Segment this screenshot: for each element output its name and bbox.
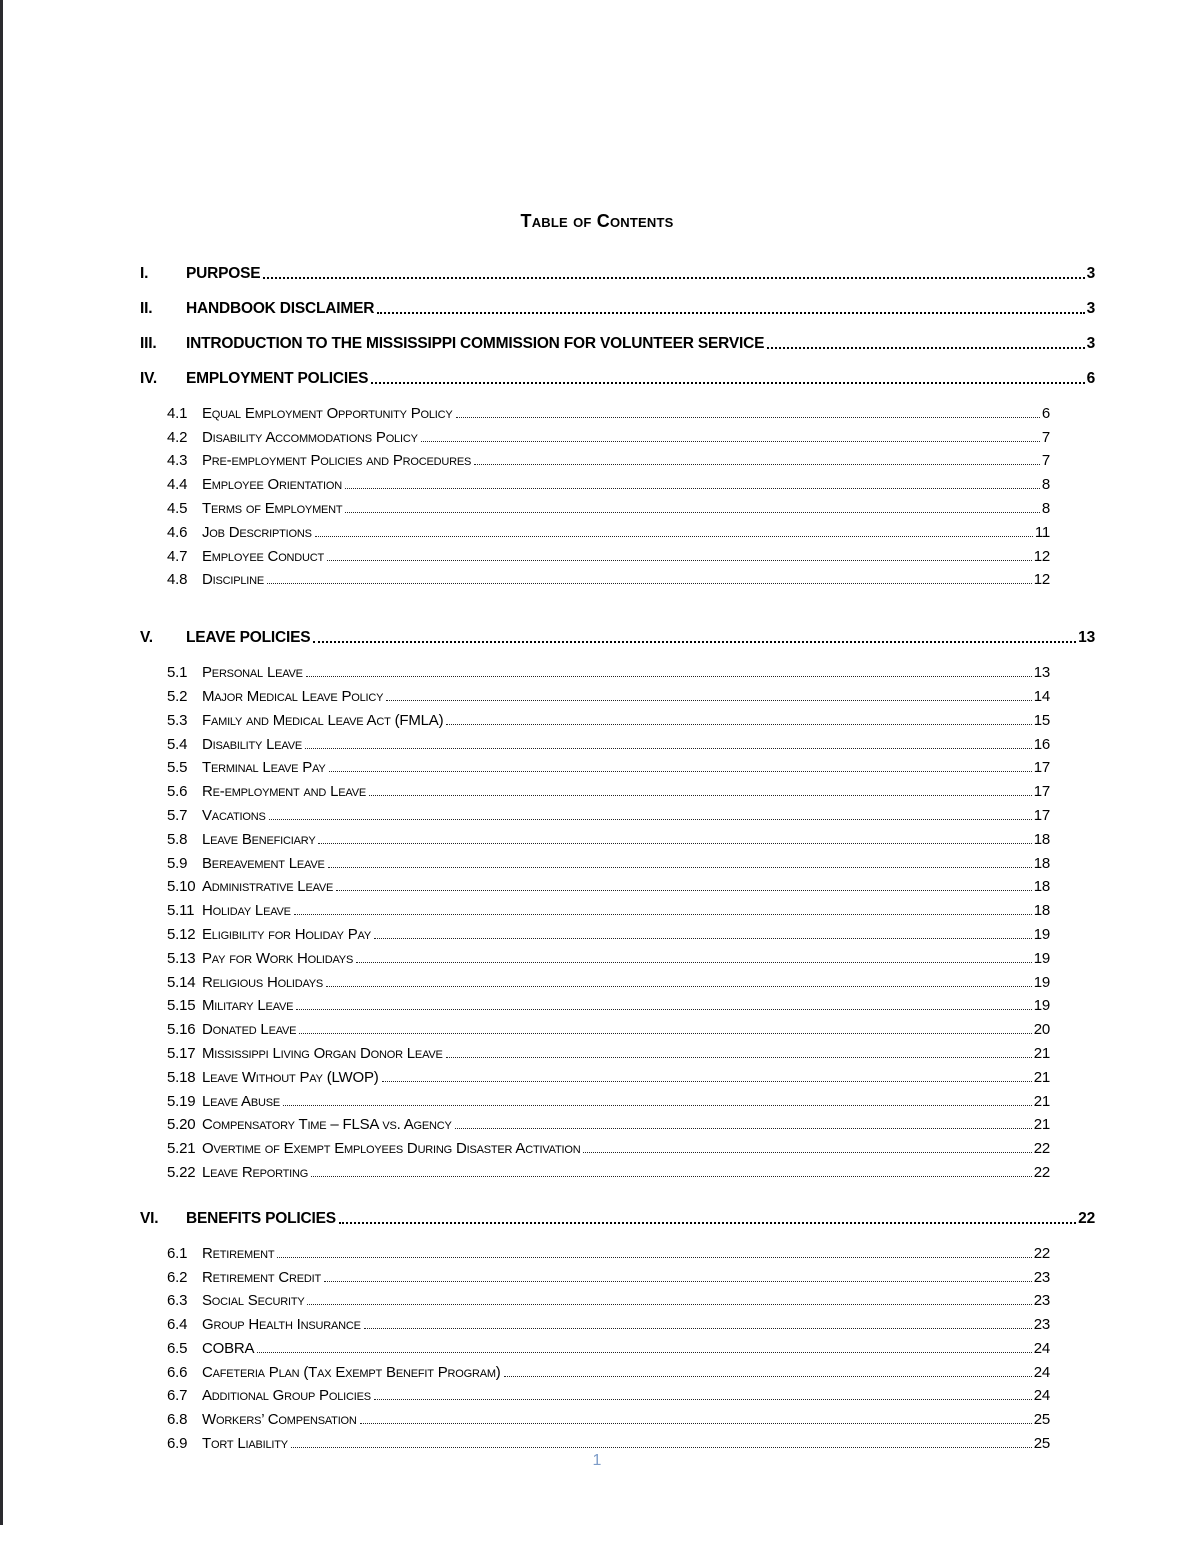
toc-sub-entry[interactable] [167,1238,1050,1262]
subsection-title: Cafeteria Plan (Tax Exempt Benefit Program) [202,1363,501,1381]
subsection-number: 6.4 [167,1316,188,1334]
subsection-number: 6.7 [167,1387,188,1405]
dot-leader [446,1057,1032,1058]
subsection-title: Compensatory Time – FLSA vs. Agency [202,1116,452,1134]
subsection-page-number: 21 [1033,1044,1050,1062]
dot-leader [456,417,1040,418]
subsection-page-number: 22 [1033,1140,1050,1158]
subsection-title: Equal Employment Opportunity Policy [202,404,453,422]
dot-leader [269,819,1032,820]
subsection-page-number: 24 [1033,1363,1050,1381]
dot-leader [386,700,1031,701]
subsection-page-number: 23 [1033,1316,1050,1334]
subsection-page-number: 24 [1033,1339,1050,1357]
section-title: LEAVE POLICIES [186,629,311,647]
toc-sub-entry[interactable] [167,848,1050,872]
subsection-number: 5.5 [167,759,188,777]
subsection-page-number: 18 [1033,902,1050,920]
subsection-title: Leave Abuse [202,1092,280,1110]
subsection-number: 5.20 [167,1116,196,1134]
dot-leader [374,938,1032,939]
subsection-page-number: 17 [1033,806,1050,824]
dot-leader [324,1281,1032,1282]
toc-main-entry[interactable] [140,363,1095,388]
dot-leader [267,583,1032,584]
subsection-title: Terminal Leave Pay [202,759,326,777]
subsection-page-number: 7 [1041,452,1050,470]
toc-sub-entry[interactable] [167,1014,1050,1038]
subsection-title: Social Security [202,1292,305,1310]
dot-leader [327,560,1032,561]
toc-sub-entry[interactable] [167,872,1050,896]
dot-leader [360,1423,1032,1424]
subsection-page-number: 22 [1033,1244,1050,1262]
dot-leader [257,1352,1031,1353]
subsection-title: Discipline [202,571,265,589]
subsection-page-number: 8 [1041,476,1050,494]
subsection-page-number: 23 [1033,1292,1050,1310]
toc-main-entry[interactable] [140,293,1095,318]
dot-leader [356,962,1032,963]
subsection-page-number: 14 [1033,687,1050,705]
toc-main-entry[interactable] [140,328,1095,353]
dot-leader [313,641,1076,643]
subsection-title: Disability Accommodations Policy [202,428,418,446]
subsection-page-number: 21 [1033,1068,1050,1086]
dot-leader [315,536,1033,537]
toc-section [140,258,1095,283]
subsection-title: Vacations [202,806,266,824]
dot-leader [369,795,1032,796]
subsection-number: 5.1 [167,664,188,682]
subsection-title: Donated Leave [202,1021,297,1039]
toc-sub-entry[interactable] [167,1086,1050,1110]
section-title: BENEFITS POLICIES [186,1209,336,1227]
toc-sub-entry[interactable] [167,1333,1050,1357]
subsection-title: Personal Leave [202,664,303,682]
dot-leader [263,277,1084,279]
toc-sub-entry[interactable] [167,657,1050,681]
toc-sub-entry[interactable] [167,776,1050,800]
toc-sub-entry[interactable] [167,824,1050,848]
subsection-page-number: 23 [1033,1268,1050,1286]
dot-leader [364,1328,1032,1329]
subsection-page-number: 19 [1033,925,1050,943]
subsection-title: Leave Reporting [202,1163,309,1181]
subsection-page-number: 18 [1033,830,1050,848]
toc-sub-entry[interactable] [167,919,1050,943]
toc-subsections [140,657,1095,1181]
toc-sub-entry[interactable] [167,1062,1050,1086]
toc-sub-entry[interactable] [167,753,1050,777]
dot-leader [291,1447,1032,1448]
toc-subsections [140,1238,1095,1452]
subsection-number: 5.13 [167,949,196,967]
toc-sub-entry[interactable] [167,1262,1050,1286]
dot-leader [328,867,1032,868]
subsection-title: Military Leave [202,997,294,1015]
subsection-number: 5.15 [167,997,196,1015]
subsection-number: 5.21 [167,1140,196,1158]
section-numeral: III. [140,335,157,352]
subsection-page-number: 12 [1033,571,1050,589]
dot-leader [446,724,1031,725]
subsection-number: 4.3 [167,452,188,470]
section-numeral: IV. [140,370,157,387]
dot-leader [455,1128,1032,1129]
subsection-page-number: 22 [1033,1163,1050,1181]
section-title: PURPOSE [186,265,261,282]
toc-sub-entry[interactable] [167,565,1050,589]
subsection-title: Terms of Employment [202,499,343,517]
subsection-number: 6.2 [167,1268,188,1286]
dot-leader [371,382,1084,384]
section-numeral: VI. [140,1209,159,1227]
dot-leader [374,1399,1032,1400]
subsection-number: 4.2 [167,428,188,446]
subsection-number: 5.2 [167,687,188,705]
subsection-number: 5.11 [167,902,195,920]
dot-leader [277,1257,1031,1258]
dot-leader [306,676,1032,677]
subsection-number: 6.6 [167,1363,188,1381]
dot-leader [329,771,1032,772]
toc-sub-entry[interactable] [167,517,1050,541]
subsection-title: Leave Beneficiary [202,830,316,848]
subsection-number: 6.3 [167,1292,188,1310]
dot-leader [767,347,1084,349]
subsection-number: 5.4 [167,735,188,753]
toc-sub-entry[interactable] [167,1357,1050,1381]
subsection-page-number: 11 [1034,523,1050,541]
toc-subsections [140,398,1095,588]
toc-sub-entry[interactable] [167,800,1050,824]
subsection-title: Retirement [202,1244,275,1262]
subsection-page-number: 18 [1033,854,1050,872]
section-title: EMPLOYMENT POLICIES [186,370,369,387]
subsection-title: Pay for Work Holidays [202,949,354,967]
toc-sub-entry[interactable] [167,967,1050,991]
subsection-title: Administrative Leave [202,878,334,896]
toc-sub-entry[interactable] [167,493,1050,517]
subsection-title: Workers’ Compensation [202,1411,357,1429]
subsection-number: 5.7 [167,806,188,824]
toc-sub-entry[interactable] [167,681,1050,705]
toc-main-entry[interactable] [140,258,1095,283]
subsection-number: 4.7 [167,547,188,565]
subsection-title: Job Descriptions [202,523,312,541]
toc-sub-entry[interactable] [167,1133,1050,1157]
dot-leader [305,748,1032,749]
section-page-number: 13 [1078,629,1095,647]
subsection-title: Tort Liability [202,1435,288,1453]
subsection-number: 5.19 [167,1092,196,1110]
dot-leader [339,1222,1076,1224]
section-numeral: II. [140,300,153,317]
subsection-number: 5.16 [167,1021,196,1039]
subsection-page-number: 25 [1033,1435,1050,1453]
subsection-number: 5.17 [167,1044,196,1062]
subsection-title: Bereavement Leave [202,854,325,872]
toc-sub-entry[interactable] [167,1286,1050,1310]
section-page-number: 6 [1086,370,1095,387]
subsection-page-number: 8 [1041,499,1050,517]
toc-sub-entry[interactable] [167,398,1050,422]
subsection-number: 4.5 [167,499,188,517]
toc-sub-entry[interactable] [167,705,1050,729]
subsection-page-number: 25 [1033,1411,1050,1429]
subsection-page-number: 6 [1041,404,1050,422]
toc-sub-entry[interactable] [167,422,1050,446]
section-title: INTRODUCTION TO THE MISSISSIPPI COMMISSION FOR VOLUNTEER SERVICE [186,335,765,352]
section-page-number: 3 [1086,300,1095,317]
subsection-number: 5.8 [167,830,188,848]
dot-leader [345,488,1040,489]
subsection-number: 5.12 [167,925,196,943]
table-of-contents [0,232,1194,1452]
dot-leader [283,1105,1032,1106]
subsection-title: Retirement Credit [202,1268,321,1286]
subsection-title: Employee Orientation [202,476,343,494]
dot-leader [318,843,1031,844]
dot-leader [382,1081,1032,1082]
section-page-number: 22 [1078,1209,1095,1227]
subsection-page-number: 18 [1033,878,1050,896]
subsection-page-number: 13 [1033,664,1050,682]
subsection-title: Major Medical Leave Policy [202,687,384,705]
toc-section [140,293,1095,318]
subsection-page-number: 16 [1033,735,1050,753]
subsection-number: 5.14 [167,973,196,991]
dot-leader [326,986,1032,987]
toc-section [140,622,1095,1181]
dot-leader [296,1009,1031,1010]
toc-section [140,1203,1095,1452]
toc-sub-entry[interactable] [167,1428,1050,1452]
toc-section [140,328,1095,353]
dot-leader [307,1304,1031,1305]
subsection-page-number: 17 [1033,759,1050,777]
subsection-title: COBRA [202,1339,255,1357]
subsection-page-number: 24 [1033,1387,1050,1405]
subsection-title: Additional Group Policies [202,1387,371,1405]
subsection-page-number: 20 [1033,1021,1050,1039]
dot-leader [504,1376,1032,1377]
subsection-title: Leave Without Pay (LWOP) [202,1068,379,1086]
toc-main-entry[interactable] [140,622,1095,647]
subsection-page-number: 17 [1033,783,1050,801]
subsection-title: Group Health Insurance [202,1316,361,1334]
subsection-page-number: 21 [1033,1116,1050,1134]
toc-section [140,363,1095,588]
subsection-title: Pre-employment Policies and Procedures [202,452,472,470]
toc-sub-entry[interactable] [167,1038,1050,1062]
section-numeral: V. [140,629,153,647]
dot-leader [294,914,1032,915]
subsection-title: Disability Leave [202,735,303,753]
window-left-border [0,0,3,1525]
dot-leader [377,312,1084,314]
subsection-page-number: 19 [1033,973,1050,991]
subsection-number: 6.5 [167,1339,188,1357]
dot-leader [474,464,1040,465]
subsection-number: 5.18 [167,1068,196,1086]
subsection-number: 4.8 [167,571,188,589]
toc-sub-entry[interactable] [167,943,1050,967]
toc-main-entry[interactable] [140,1203,1095,1228]
subsection-page-number: 19 [1033,949,1050,967]
section-title: HANDBOOK DISCLAIMER [186,300,375,317]
subsection-page-number: 19 [1033,997,1050,1015]
subsection-number: 4.6 [167,523,188,541]
section-page-number: 3 [1086,335,1095,352]
subsection-page-number: 15 [1033,711,1050,729]
toc-sub-entry[interactable] [167,991,1050,1015]
subsection-number: 6.9 [167,1435,188,1453]
toc-sub-entry[interactable] [167,1110,1050,1134]
subsection-title: Overtime of Exempt Employees During Disaster Activation [202,1140,581,1158]
subsection-title: Religious Holidays [202,973,324,991]
subsection-number: 5.10 [167,878,196,896]
subsection-number: 5.3 [167,711,188,729]
toc-sub-entry[interactable] [167,895,1050,919]
subsection-page-number: 12 [1033,547,1050,565]
toc-sub-entry[interactable] [167,1381,1050,1405]
page-title: Table of Contents [520,211,674,231]
toc-sub-entry[interactable] [167,1309,1050,1333]
dot-leader [311,1176,1032,1177]
dot-leader [345,512,1039,513]
toc-sub-entry[interactable] [167,446,1050,470]
section-page-number: 3 [1086,265,1095,282]
subsection-number: 4.4 [167,476,188,494]
subsection-number: 6.1 [167,1244,188,1262]
subsection-number: 5.6 [167,783,188,801]
subsection-title: Employee Conduct [202,547,325,565]
subsection-title: Family and Medical Leave Act (FMLA) [202,711,444,729]
subsection-number: 5.22 [167,1163,196,1181]
section-numeral: I. [140,265,149,282]
subsection-title: Holiday Leave [202,902,291,920]
subsection-page-number: 21 [1033,1092,1050,1110]
subsection-number: 6.8 [167,1411,188,1429]
toc-sub-entry[interactable] [167,469,1050,493]
toc-sub-entry[interactable] [167,1404,1050,1428]
dot-leader [421,441,1040,442]
page-number-footer: 1 [592,1452,602,1469]
subsection-number: 5.9 [167,854,188,872]
toc-sub-entry[interactable] [167,1157,1050,1181]
subsection-title: Mississippi Living Organ Donor Leave [202,1044,443,1062]
subsection-number: 4.1 [167,404,188,422]
dot-leader [583,1152,1031,1153]
dot-leader [336,890,1032,891]
subsection-title: Eligibility for Holiday Pay [202,925,371,943]
subsection-title: Re-employment and Leave [202,783,367,801]
dot-leader [299,1033,1031,1034]
toc-sub-entry[interactable] [167,541,1050,565]
toc-sub-entry[interactable] [167,729,1050,753]
subsection-page-number: 7 [1041,428,1050,446]
